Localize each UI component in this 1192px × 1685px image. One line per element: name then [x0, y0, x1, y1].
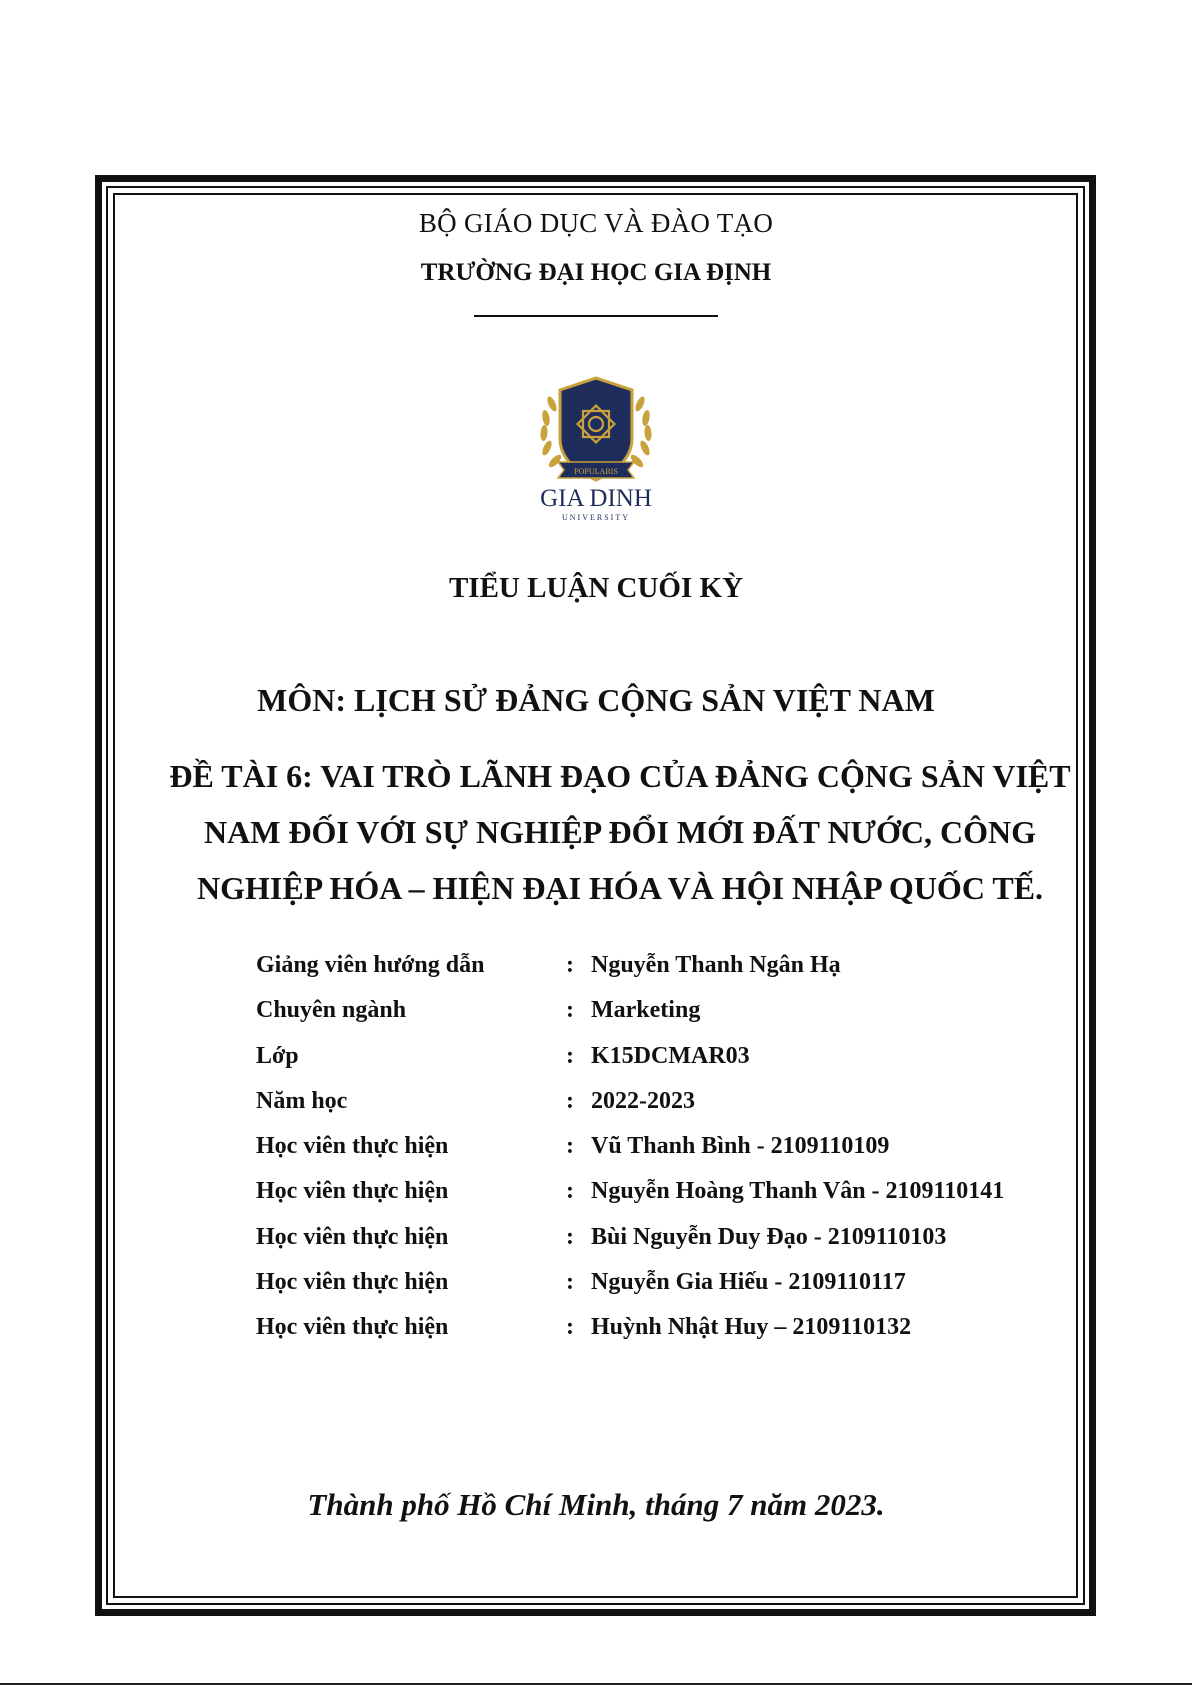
info-colon: : [566, 997, 574, 1024]
info-value: 2022-2023 [591, 1087, 695, 1114]
info-value: Nguyễn Thanh Ngân Hạ [591, 952, 841, 978]
info-colon: : [566, 1269, 574, 1296]
info-label: Học viên thực hiện [256, 1133, 449, 1160]
info-row-student [256, 1178, 1076, 1223]
info-label: Học viên thực hiện [256, 1269, 449, 1296]
info-value: Vũ Thanh Bình - 2109110109 [591, 1133, 890, 1160]
info-label: Lớp [256, 1042, 299, 1069]
info-value: Bùi Nguyễn Duy Đạo - 2109110103 [591, 1223, 947, 1250]
header-divider [474, 315, 718, 317]
info-value: Nguyễn Hoàng Thanh Vân - 2109110141 [591, 1178, 1005, 1205]
topic-title [150, 748, 1090, 916]
subject-title: MÔN: LỊCH SỬ ĐẢNG CỘNG SẢN VIỆT NAM [257, 682, 935, 718]
topic-line: ĐỀ TÀI 6: VAI TRÒ LÃNH ĐẠO CỦA ĐẢNG CỘNG SẢN VIỆT [169, 758, 1071, 794]
topic-line: NAM ĐỐI VỚI SỰ NGHIỆP ĐỔI MỚI ĐẤT NƯỚC, CÔNG [203, 814, 1037, 850]
info-row-student [256, 1269, 1076, 1314]
info-label: Học viên thực hiện [256, 1314, 449, 1341]
place-and-date: Thành phố Hồ Chí Minh, tháng 7 năm 2023. [307, 1487, 885, 1522]
info-label: Học viên thực hiện [256, 1223, 449, 1250]
info-colon: : [566, 1314, 574, 1341]
info-value: Nguyễn Gia Hiếu - 2109110117 [591, 1269, 906, 1296]
info-value: Huỳnh Nhật Huy – 2109110132 [591, 1314, 912, 1341]
ministry-title: BỘ GIÁO DỤC VÀ ĐÀO TẠO [418, 208, 774, 238]
info-row-class [256, 1043, 1076, 1088]
info-row-major [256, 997, 1076, 1042]
university-logo [536, 376, 656, 536]
info-colon: : [566, 1042, 574, 1069]
info-row-instructor [256, 952, 1076, 997]
info-label: Năm học [256, 1087, 348, 1114]
report-type-title: TIỂU LUẬN CUỐI KỲ [448, 572, 744, 604]
info-row-student [256, 1133, 1076, 1178]
info-label: Chuyên ngành [256, 997, 407, 1024]
info-colon: : [566, 1087, 574, 1114]
info-colon: : [566, 1178, 574, 1205]
info-label: Học viên thực hiện [256, 1178, 449, 1205]
logo-subtitle: UNIVERSITY [562, 513, 630, 522]
logo-crest-icon [536, 376, 656, 536]
info-row-student [256, 1224, 1076, 1269]
logo-ribbon-text: POPULARIS [574, 467, 618, 476]
info-value: K15DCMAR03 [591, 1042, 750, 1069]
info-row-student [256, 1314, 1076, 1359]
university-title: TRƯỜNG ĐẠI HỌC GIA ĐỊNH [420, 259, 772, 286]
info-value: Marketing [591, 997, 701, 1024]
info-colon: : [566, 952, 574, 978]
info-table [256, 952, 1076, 1360]
logo-name: GIA DINH [540, 485, 652, 512]
info-label: Giảng viên hướng dẫn [256, 952, 485, 978]
topic-line: NGHIỆP HÓA – HIỆN ĐẠI HÓA VÀ HỘI NHẬP QUỐC TẾ. [196, 870, 1044, 906]
info-row-year [256, 1088, 1076, 1133]
info-colon: : [566, 1223, 574, 1250]
info-colon: : [566, 1133, 574, 1160]
